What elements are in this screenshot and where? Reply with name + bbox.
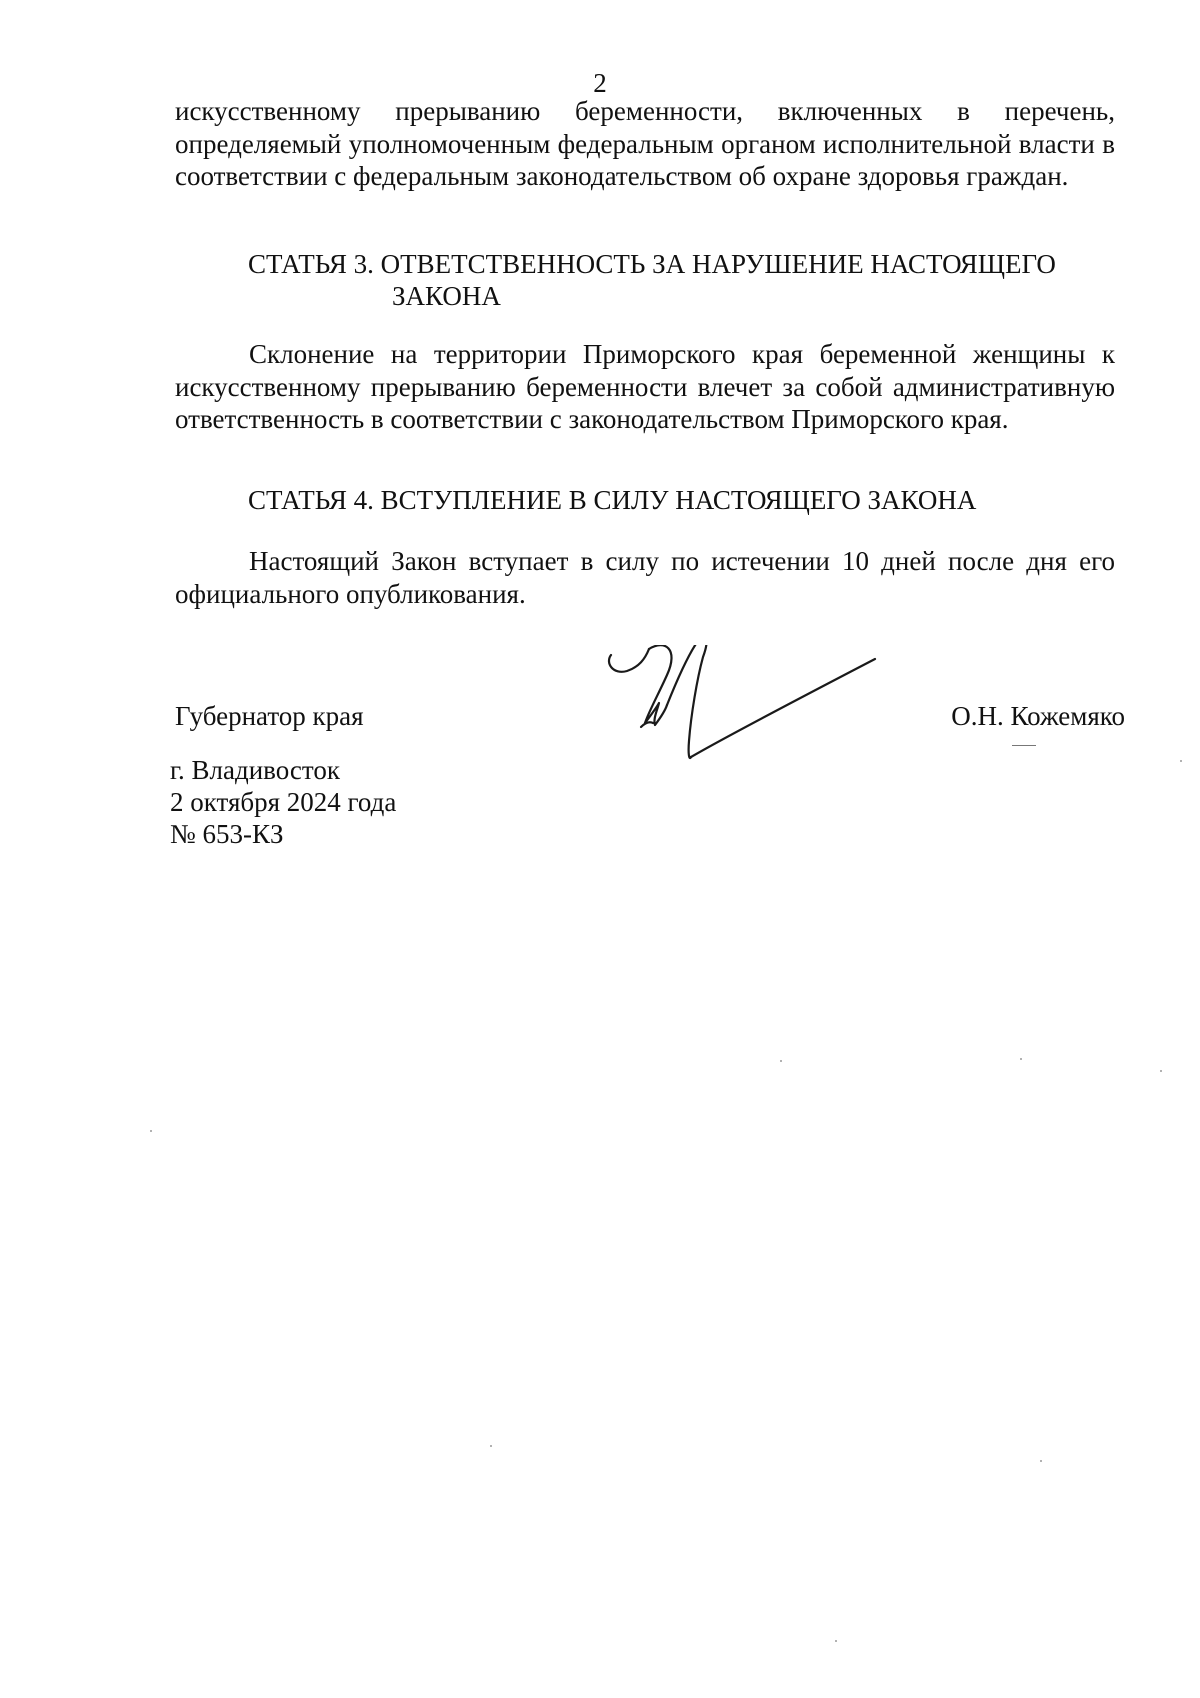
governor-position-label: Губернатор края xyxy=(175,701,364,731)
intro-paragraph: искусственному прерыванию беременности, включенных в перечень, определяемый уполномоченным федеральным органом исполнительной власти в соответствии с федеральным законодательством об охране здоровья граждан. xyxy=(175,96,1115,191)
scan-speck xyxy=(150,1130,152,1132)
document-city: г. Владивосток xyxy=(170,755,340,785)
scan-speck xyxy=(1160,1070,1162,1072)
name-underline-mark xyxy=(1012,745,1036,746)
article-4-heading: СТАТЬЯ 4. ВСТУПЛЕНИЕ В СИЛУ НАСТОЯЩЕГО ЗАКОНА xyxy=(248,485,977,515)
scan-speck xyxy=(835,1640,837,1642)
scan-speck xyxy=(490,1445,492,1447)
article-3-paragraph: Склонение на территории Приморского края беременной женщины к искусственному прерыванию беременности влечет за собой административную ответственность в соответствии с законодательством Приморского края. xyxy=(175,339,1115,434)
article-3-heading-line-2: ЗАКОНА xyxy=(392,281,501,311)
scan-speck xyxy=(1020,1058,1022,1060)
governor-name: О.Н. Кожемяко xyxy=(951,701,1125,731)
scan-speck xyxy=(780,1060,782,1062)
document-date: 2 октября 2024 года xyxy=(170,787,397,817)
governor-signature xyxy=(605,645,905,805)
document-number: № 653-КЗ xyxy=(170,819,284,849)
article-3-heading-line-1: СТАТЬЯ 3. ОТВЕТСТВЕННОСТЬ ЗА НАРУШЕНИЕ НАСТОЯЩЕГО xyxy=(248,249,1056,279)
scan-speck xyxy=(1180,760,1182,762)
page-number: 2 xyxy=(593,68,607,98)
article-4-paragraph: Настоящий Закон вступает в силу по истечении 10 дней после дня его официального опубликования. xyxy=(175,546,1115,609)
scan-speck xyxy=(1040,1460,1042,1462)
